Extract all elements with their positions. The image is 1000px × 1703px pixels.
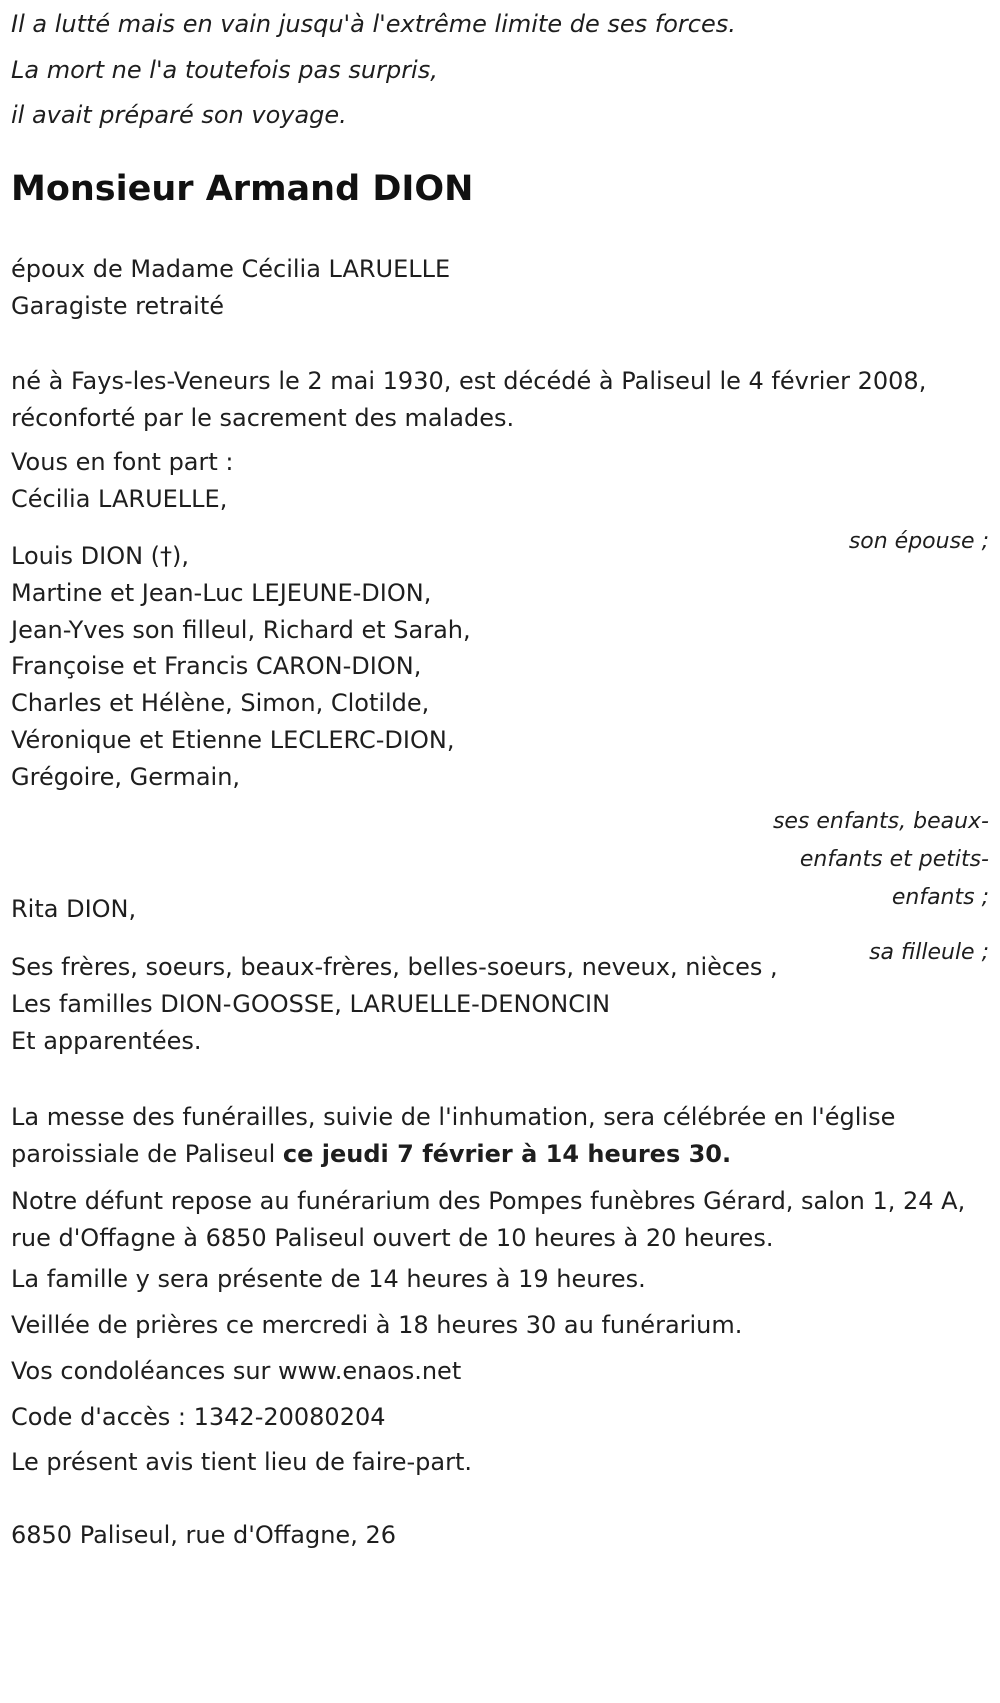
others-line-3: Et apparentées. xyxy=(11,1027,202,1055)
access-code-line: Code d'accès : 1342-20080204 xyxy=(11,1403,386,1431)
others-line-2: Les familles DION-GOOSSE, LARUELLE-DENONCIN xyxy=(11,990,611,1018)
child-line-5: Charles et Hélène, Simon, Clotilde, xyxy=(11,689,430,717)
child-line-7: Grégoire, Germain, xyxy=(11,763,241,791)
child-line-6: Véronique et Etienne LECLERC-DION, xyxy=(11,726,455,754)
address-line: 6850 Paliseul, rue d'Offagne, 26 xyxy=(11,1521,396,1549)
others-line-1: Ses frères, soeurs, beaux-frères, belles-soeurs, neveux, nièces , xyxy=(11,953,778,981)
child-line-1: Louis DION (†), xyxy=(11,542,190,570)
announcers-heading: Vous en font part : xyxy=(11,448,234,476)
poem-line-3: il avait préparé son voyage. xyxy=(11,101,347,129)
notice-line: Le présent avis tient lieu de faire-part. xyxy=(11,1448,473,1476)
poem-line-2: La mort ne l'a toutefois pas surpris, xyxy=(11,56,438,84)
birth-death-paragraph: né à Fays-les-Veneurs le 2 mai 1930, est décédé à Paliseul le 4 février 2008, réconforté par le sacrement des malades. xyxy=(11,367,927,432)
condolences-line: Vos condoléances sur www.enaos.net xyxy=(11,1357,462,1385)
goddaughter-role: sa filleule ; xyxy=(869,940,989,965)
family-present-line: La famille y sera présente de 14 heures à 19 heures. xyxy=(11,1265,646,1293)
child-line-3: Jean-Yves son filleul, Richard et Sarah, xyxy=(11,616,471,644)
deceased-name-title: Monsieur Armand DION xyxy=(11,169,474,209)
spouse-line: époux de Madame Cécilia LARUELLE xyxy=(11,255,451,283)
profession-line: Garagiste retraité xyxy=(11,292,225,320)
mass-text: La messe des funérailles, suivie de l'inhumation, sera célébrée en l'église paroissiale de Paliseul xyxy=(11,1103,896,1168)
spouse-name: Cécilia LARUELLE, xyxy=(11,485,228,513)
spouse-role: son épouse ; xyxy=(848,529,989,554)
mass-paragraph xyxy=(11,1099,971,1173)
children-role: ses enfants, beaux-enfants et petits-enfants ; xyxy=(772,809,989,910)
vigil-line: Veillée de prières ce mercredi à 18 heures 30 au funérarium. xyxy=(11,1311,743,1339)
poem-line-1: Il a lutté mais en vain jusqu'à l'extrême limite de ses forces. xyxy=(11,10,736,38)
child-line-4: Françoise et Francis CARON-DION, xyxy=(11,652,422,680)
goddaughter-name: Rita DION, xyxy=(11,895,137,923)
mass-time: ce jeudi 7 février à 14 heures 30. xyxy=(282,1140,732,1168)
child-line-2: Martine et Jean-Luc LEJEUNE-DION, xyxy=(11,579,432,607)
repose-paragraph: Notre défunt repose au funérarium des Pompes funèbres Gérard, salon 1, 24 A, rue d'Offagne à 6850 Paliseul ouvert de 10 heures à 20 heures. xyxy=(11,1187,966,1252)
